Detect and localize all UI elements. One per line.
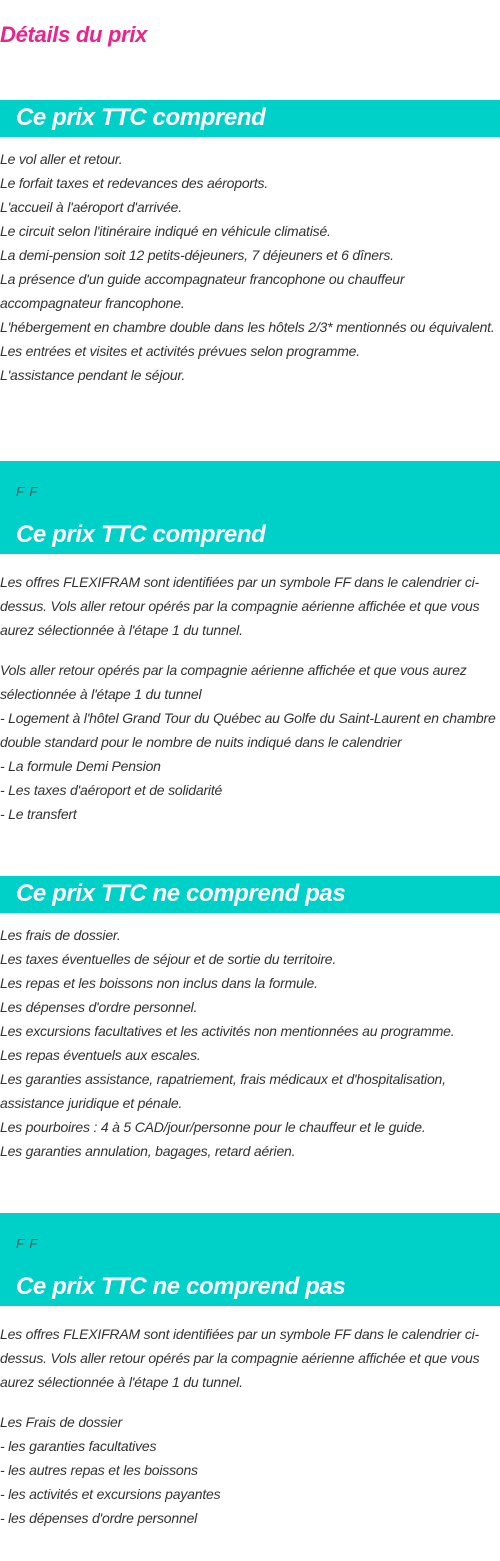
- section-title: Ce prix TTC comprend: [16, 104, 266, 131]
- section-header-includes: [0, 100, 500, 137]
- section-title: Ce prix TTC comprend: [16, 521, 266, 548]
- flexifram-intro: Les offres FLEXIFRAM sont identifiées par un symbole FF dans le calendrier ci-dessus. Vols aller retour opérés par la compagnie aérienne affichée et que vous aurez sélectionnée à l'étape 1 du tunnel.: [0, 574, 480, 638]
- list-item: Les taxes éventuelles de séjour et de sortie du territoire.: [0, 951, 337, 967]
- list-item: Les Frais de dossier: [0, 1414, 123, 1430]
- list-item: - Les taxes d'aéroport et de solidarité: [0, 782, 223, 798]
- list-item: Les entrées et visites et activités prévues selon programme.: [0, 343, 360, 359]
- list-item: Les dépenses d'ordre personnel.: [0, 999, 198, 1015]
- list-item: - les autres repas et les boissons: [0, 1462, 198, 1478]
- list-item: Les pourboires : 4 à 5 CAD/jour/personne pour le chauffeur et le guide.: [0, 1119, 426, 1135]
- section-header-flexifram-includes: [0, 461, 500, 554]
- list-item: Les repas éventuels aux escales.: [0, 1047, 201, 1063]
- list-item: - les garanties facultatives: [0, 1438, 157, 1454]
- list-item: Les garanties annulation, bagages, retard aérien.: [0, 1143, 296, 1159]
- list-item: Les excursions facultatives et les activités non mentionnées au programme.: [0, 1023, 455, 1039]
- ff-badge: F F: [16, 484, 39, 499]
- list-item: L'hébergement en chambre double dans les hôtels 2/3* mentionnés ou équivalent.: [0, 319, 495, 335]
- page-title: Détails du prix: [0, 22, 148, 47]
- list-item: Les frais de dossier.: [0, 927, 121, 943]
- list-item: Le forfait taxes et redevances des aéroports.: [0, 175, 269, 191]
- list-item: L'accueil à l'aéroport d'arrivée.: [0, 199, 182, 215]
- section-title: Ce prix TTC ne comprend pas: [16, 1273, 346, 1300]
- list-item: - les dépenses d'ordre personnel: [0, 1510, 198, 1526]
- list-item: Les repas et les boissons non inclus dans la formule.: [0, 975, 318, 991]
- section-header-flexifram-excludes: [0, 1213, 500, 1306]
- excludes-list: [0, 923, 500, 1163]
- includes-list: [0, 147, 500, 387]
- list-item: Le circuit selon l'itinéraire indiqué en véhicule climatisé.: [0, 223, 331, 239]
- flexifram-includes-text: [0, 570, 500, 826]
- list-item: La demi-pension soit 12 petits-déjeuners, 7 déjeuners et 6 dîners.: [0, 247, 394, 263]
- list-item: La présence d'un guide accompagnateur francophone ou chauffeur accompagnateur francophone.: [0, 271, 405, 311]
- flexifram-excludes-text: [0, 1322, 500, 1530]
- list-item: - Logement à l'hôtel Grand Tour du Québec au Golfe du Saint-Laurent en chambre double standard pour le nombre de nuits indiqué dans le calendrier: [0, 710, 496, 750]
- section-title: Ce prix TTC ne comprend pas: [16, 880, 346, 907]
- flexifram-intro: Les offres FLEXIFRAM sont identifiées par un symbole FF dans le calendrier ci-dessus. Vols aller retour opérés par la compagnie aérienne affichée et que vous aurez sélectionnée à l'étape 1 du tunnel.: [0, 1326, 480, 1390]
- list-item: - Le transfert: [0, 806, 77, 822]
- list-item: Vols aller retour opérés par la compagnie aérienne affichée et que vous aurez sélectionnée à l'étape 1 du tunnel: [0, 662, 467, 702]
- list-item: L'assistance pendant le séjour.: [0, 367, 186, 383]
- section-header-excludes: [0, 876, 500, 913]
- ff-badge: F F: [16, 1236, 39, 1251]
- list-item: Les garanties assistance, rapatriement, frais médicaux et d'hospitalisation, assistance juridique et pénale.: [0, 1071, 446, 1111]
- list-item: - La formule Demi Pension: [0, 758, 161, 774]
- list-item: Le vol aller et retour.: [0, 151, 123, 167]
- list-item: - les activités et excursions payantes: [0, 1486, 221, 1502]
